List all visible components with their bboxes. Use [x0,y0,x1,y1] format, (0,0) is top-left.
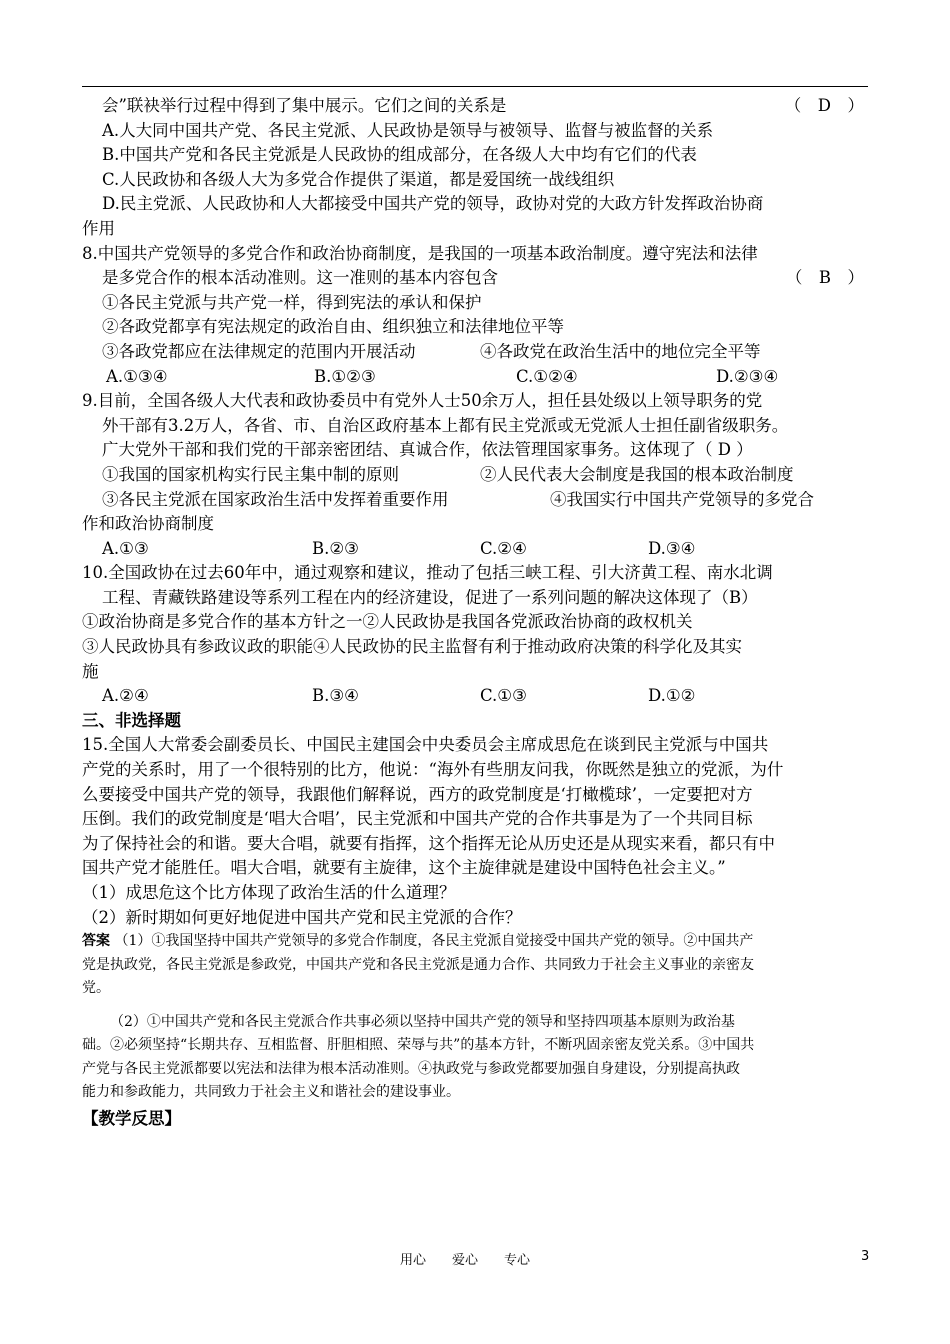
q8-option-a: A.①③④ [106,366,168,386]
section-heading: 三、非选择题 [82,710,181,730]
q8-answer: （ B ） [785,268,864,288]
q10-option-d: D.①② [648,686,696,706]
answer-2-line2: 础。②必须坚持“长期共存、互相监督、肝胆相照、荣辱与共”的基本方针，不断巩固亲密友党关系。③中国共 [82,1037,755,1054]
q8-statement-3: ③各政党都应在法律规定的范围内开展活动 [102,341,416,361]
q15-line3: 么要接受中国共产党的领导，我跟他们解释说，西方的政党制度是‘打橄榄球’，一定要把对方 [82,784,753,804]
page-number: 3 [861,1249,870,1264]
q9-option-d: D.③④ [648,538,696,558]
q8-option-d: D.②③④ [716,366,779,386]
q10-option-c: C.①③ [480,686,527,706]
q7-option-a: A.人大同中国共产党、各民主党派、人民政协是领导与被领导、监督与被监督的关系 [102,120,714,140]
answer-2-line1: （2）①中国共产党和各民主党派合作共事必须以坚持中国共产党的领导和坚持四项基本原则为政治基 [110,1013,735,1030]
page-content [82,94,872,1131]
answer-2-line4: 能力和参政能力，共同致力于社会主义和谐社会的建设事业。 [82,1084,460,1101]
q10-option-b: B.③④ [312,686,359,706]
q8-stem-line2 [82,266,872,291]
q7-stem [82,94,872,119]
answer-label: 答案 [82,933,110,950]
q8-statements-3-4 [82,340,872,365]
q9-stem-line1: 9.目前，全国各级人大代表和政协委员中有党外人士50余万人，担任县处级以上领导职务的党 [82,391,763,411]
q8-option-b: B.①②③ [314,366,376,386]
q8-statement-1: ①各民主党派与共产党一样，得到宪法的承认和保护 [102,292,482,312]
q8-stem-line1: 8.中国共产党领导的多党合作和政治协商制度，是我国的一项基本政治制度。遵守宪法和法律 [82,243,758,263]
q7-option-d-cont: 作用 [82,218,115,238]
q9-option-a: A.①③ [102,538,149,558]
q10-options [82,684,872,709]
q9-statement-4: ④我国实行中国共产党领导的多党合 [550,489,814,509]
q7-option-d: D.民主党派、人民政协和人大都接受中国共产党的领导，政协对党的大政方针发挥政治协商 [102,194,764,214]
answer-1-text: （1）①我国坚持中国共产党领导的多党合作制度，各民主党派自觉接受中国共产党的领导。②中国共产 [114,933,754,950]
q8-stem-text: 是多党合作的根本活动准则。这一准则的基本内容包含 [102,268,498,288]
q9-statements-1-2 [82,463,872,488]
q9-statement-3: ③各民主党派在国家政治生活中发挥着重要作用 [102,489,449,509]
q9-statement-4-cont: 作和政治协商制度 [82,514,214,534]
q15-part2: （2）新时期如何更好地促进中国共产党和民主党派的合作？ [82,907,522,927]
q15-line6: 国共产党才能胜任。唱大合唱，就要有主旋律，这个主旋律就是建设中国特色社会主义。” [82,858,726,878]
q9-stem-line2: 外干部有3.2万人，各省、市、自治区政府基本上都有民主党派或无党派人士担任副省级职务。 [102,415,789,435]
q10-statements-cont: 施 [82,661,99,681]
q8-statement-2: ②各政党都享有宪法规定的政治自由、组织独立和法律地位平等 [102,317,564,337]
answer-2-line3: 产党与各民主党派都要以宪法和法律为根本活动准则。④执政党与参政党都要加强自身建设，分别提高执政 [82,1060,740,1077]
q8-statement-4: ④各政党在政治生活中的地位完全平等 [480,341,761,361]
q15-line2: 产党的关系时，用了一个很特别的比方，他说：“海外有些朋友问我，你既然是独立的党派，为什 [82,760,784,780]
footer-motto: 用心 爱心 专心 [400,1253,531,1268]
q10-statements-1-2: ①政治协商是多党合作的基本方针之一②人民政协是我国各党派政治协商的政权机关 [82,612,693,632]
answer-line1 [82,930,872,954]
q9-statement-2: ②人民代表大会制度是我国的根本政治制度 [480,464,794,484]
q15-line1: 15.全国人大常委会副委员长、中国民主建国会中央委员会主席成思危在谈到民主党派与中国共 [82,735,769,755]
q9-option-b: B.②③ [312,538,359,558]
q10-stem-line2: 工程、青藏铁路建设等系列工程在内的经济建设，促进了一系列问题的解决这体现了（B） [102,587,758,607]
q15-line4: 压倒。我们的政党制度是‘唱大合唱’，民主党派和中国共产党的合作共事是为了一个共同目标 [82,809,753,829]
q9-options [82,537,872,562]
q9-statements-3-4 [82,488,872,513]
q8-options [82,365,872,390]
q10-statements-3-4: ③人民政协具有参政议政的职能④人民政协的民主监督有利于推动政府决策的科学化及其实 [82,637,742,657]
q7-answer: （ D ） [784,96,864,115]
teaching-reflection-heading: 【教学反思】 [82,1108,181,1128]
q7-option-b: B.中国共产党和各民主党派是人民政协的组成部分，在各级人大中均有它们的代表 [102,145,697,165]
q9-statement-1: ①我国的国家机构实行民主集中制的原则 [102,464,399,484]
q7-option-c: C.人民政协和各级人大为多党合作提供了渠道，都是爱国统一战线组织 [102,169,615,189]
q10-option-a: A.②④ [102,686,149,706]
q7-stem-text: 会”联袂举行过程中得到了集中展示。它们之间的关系是 [102,96,507,115]
q8-option-c: C.①②④ [516,366,578,386]
q9-option-c: C.②④ [480,538,527,558]
q10-stem-line1: 10.全国政协在过去60年中，通过观察和建议，推动了包括三峡工程、引大济黄工程、南水北调 [82,563,773,583]
header-rule [82,86,868,87]
q15-part1: （1）成思危这个比方体现了政治生活的什么道理？ [82,883,456,902]
q9-stem-line3: 广大党外干部和我们党的干部亲密团结、真诚合作，依法管理国家事务。这体现了（ D ） [102,440,753,460]
answer-line3: 党。 [82,980,110,997]
answer-line2: 党是执政党，各民主党派是参政党，中国共产党和各民主党派是通力合作、共同致力于社会主义事业的亲密友 [82,956,754,973]
q15-line5: 为了保持社会的和谐。要大合唱，就要有指挥，这个指挥无论从历史还是从现实来看，都只有中 [82,833,775,853]
